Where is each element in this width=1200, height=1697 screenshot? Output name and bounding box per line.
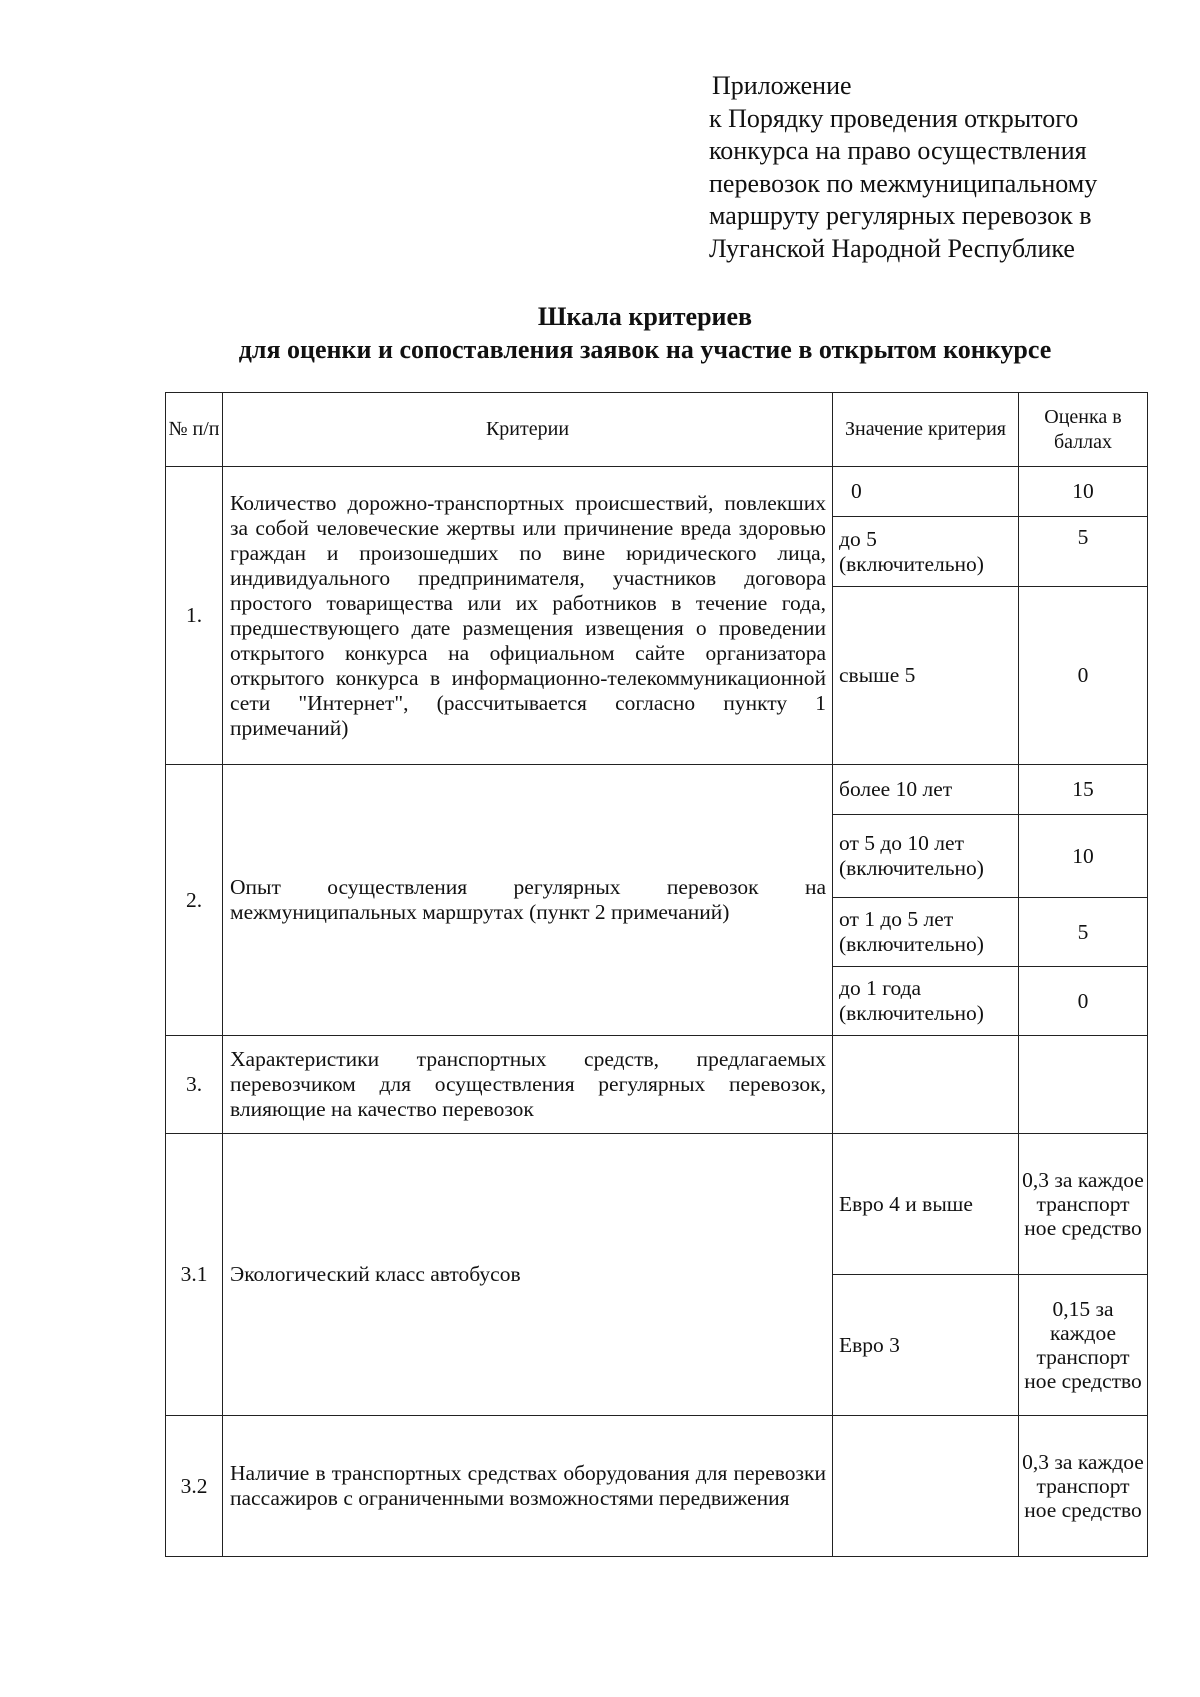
appendix-line: перевозок по межмуниципальному: [709, 168, 1098, 198]
criterion-score: 10: [1019, 467, 1148, 517]
table-row: [166, 1134, 1148, 1275]
criterion-score: 0: [1019, 967, 1148, 1036]
table-row: [166, 1416, 1148, 1557]
criterion-value: [833, 1036, 1019, 1134]
row-number: 3.: [166, 1036, 223, 1134]
document-title: [0, 300, 1200, 366]
row-number: 3.2: [166, 1416, 223, 1557]
row-number: 1.: [166, 467, 223, 765]
appendix-header: [709, 70, 1097, 265]
row-number: 3.1: [166, 1134, 223, 1416]
criterion-value: свыше 5: [833, 587, 1019, 765]
appendix-line: конкурса на право осуществления: [709, 136, 1087, 165]
criterion-score: 0,3 за каждое транспорт ное средство: [1019, 1134, 1148, 1275]
criterion-value: от 1 до 5 лет (включительно): [833, 898, 1019, 967]
criterion-score: 0,3 за каждое транспорт ное средство: [1019, 1416, 1148, 1557]
appendix-line: к Порядку проведения открытого: [709, 103, 1079, 133]
criterion-score: 5: [1019, 517, 1148, 587]
appendix-line: маршруту регулярных перевозок в: [709, 201, 1092, 230]
row-number: 2.: [166, 765, 223, 1036]
criterion-value: до 5 (включительно): [833, 517, 1019, 587]
criterion-text: Наличие в транспортных средствах оборудования для перевозки пассажиров с ограниченными возможностями передвижения: [223, 1416, 833, 1557]
criterion-value: более 10 лет: [833, 765, 1019, 815]
header-score: Оценка в баллах: [1019, 393, 1148, 467]
table-row: [166, 1036, 1148, 1134]
criterion-score: 0: [1019, 587, 1148, 765]
criterion-value: Евро 4 и выше: [833, 1134, 1019, 1275]
criterion-value: Евро 3: [833, 1275, 1019, 1416]
table-header-row: [166, 393, 1148, 467]
criterion-value: от 5 до 10 лет (включительно): [833, 815, 1019, 898]
table-row: [166, 765, 1148, 815]
criteria-table: [165, 392, 1148, 1557]
header-value: Значение критерия: [833, 393, 1019, 467]
criterion-score: 10: [1019, 815, 1148, 898]
criterion-text: Опыт осуществления регулярных перевозок на межмуниципальных маршрутах (пункт 2 примечаний): [223, 765, 833, 1036]
criterion-text: Характеристики транспортных средств, предлагаемых перевозчиком для осуществления регулярных перевозок, влияющие на качество перевозок: [223, 1036, 833, 1134]
title-line-1: Шкала критериев: [537, 302, 753, 331]
title-line-2: для оценки и сопоставления заявок на участие в открытом конкурсе: [238, 335, 1052, 364]
criterion-text: Количество дорожно-транспортных происшествий, повлекших за собой человеческие жертвы или причинение вреда здоровью граждан и произошедших по вине юридического лица, индивидуального предпринимателя, участников договора простого товарищества или их работников в течение года, предшествующего дате размещения извещения о проведении открытого конкурса на официальном сайте организатора открытого конкурса в информационно-телекоммуникационной сети "Интернет", (рассчитывается согласно пункту 1 примечаний): [223, 467, 833, 765]
table-row: [166, 467, 1148, 517]
appendix-line: Приложение: [712, 71, 852, 100]
criterion-score: [1019, 1036, 1148, 1134]
criterion-score: 15: [1019, 765, 1148, 815]
criterion-score: 0,15 за каждое транспорт ное средство: [1019, 1275, 1148, 1416]
criterion-score: 5: [1019, 898, 1148, 967]
criterion-value: [833, 1416, 1019, 1557]
appendix-line: Луганской Народной Республике: [709, 233, 1075, 263]
criterion-value: до 1 года (включительно): [833, 967, 1019, 1036]
criterion-value: 0: [833, 467, 1019, 517]
header-num: № п/п: [166, 393, 223, 467]
header-criteria: Критерии: [223, 393, 833, 467]
criterion-text: Экологический класс автобусов: [223, 1134, 833, 1416]
